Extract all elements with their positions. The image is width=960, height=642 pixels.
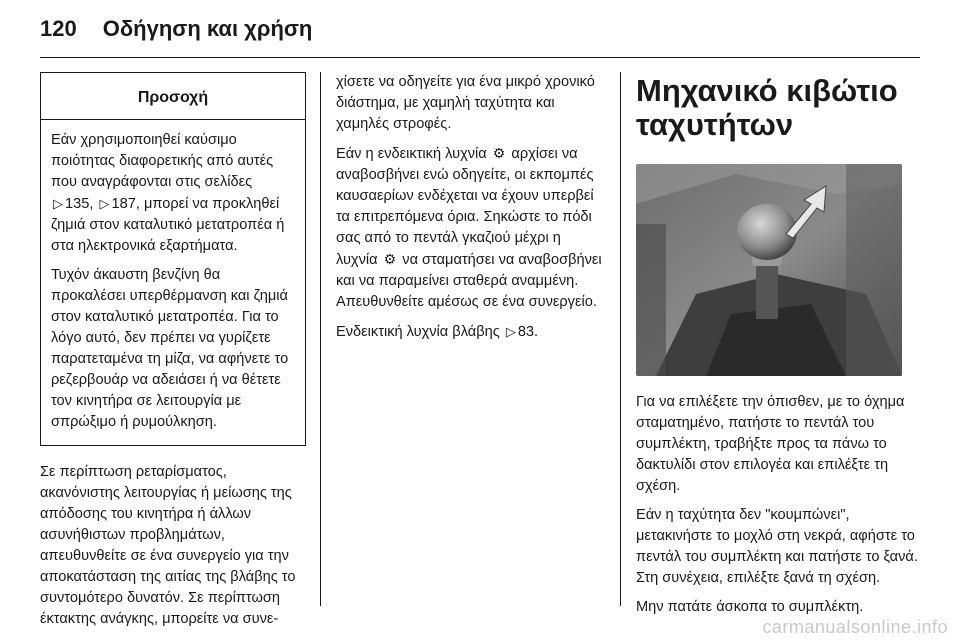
body-paragraph: Εάν η ενδεικτική λυχνία ⚙ αρχίσει να αναβοσβήνει ενώ οδηγείτε, οι εκπομπές καυσαερίων ενδέχεται να έχουν υπερβεί τα επιτρεπόμενα όρια. Σηκώστε το πόδι σας από το πεντάλ γκαζιού μέχρι η λυχνία ⚙ να σταματήσει να αναβοσβήνει και να παραμείνει σταθερά αναμμένη. Απευθυνθείτε αμέσως σε ένα συνεργείο. xyxy=(336,145,602,310)
warning-paragraph-2: Τυχόν άκαυστη βενζίνη θα προκαλέσει υπερθέρμανση και ζημιά στον καταλυτικό μετατροπέα. Για το λόγο αυτό, δεν πρέπει να γυρίζετε παρατεταμένα τη μίζα, να αφήνετε το ρεζερβουάρ να αδειάσει ή να θέτετε τον κινητήρα σε λειτουργία με σπρώξιμο ή ρυμούλκηση. xyxy=(51,267,289,430)
engine-warning-lamp-icon: ⚙ xyxy=(383,251,397,267)
column-1 xyxy=(40,72,306,638)
warning-paragraph-1: Εάν χρησιμοποιηθεί καύσιμο ποιότητας διαφορετικής από αυτές που αναγράφονται στις σελίδες ▷ 135, ▷ 187, μπορεί να προκληθεί ζημιά στον καταλυτικό μετατροπέα ή στα ηλεκτρονικά εξαρτήματα. xyxy=(51,132,285,254)
gear-lever-photo xyxy=(636,164,902,376)
page-number: 120 xyxy=(40,16,77,41)
body-paragraph: Μην πατάτε άσκοπα το συμπλέκτη. xyxy=(636,599,864,615)
section-heading: Μηχανικό κιβώτιο ταχυτήτων xyxy=(636,73,898,142)
body-paragraph: Ενδεικτική λυχνία βλάβης ▷ 83. xyxy=(336,324,539,340)
warning-box xyxy=(40,72,306,446)
page-ref-icon: ▷ xyxy=(53,196,63,211)
column-3 xyxy=(636,72,922,626)
gear-lever-illustration xyxy=(636,164,902,376)
body-paragraph: Σε περίπτωση ρεταρίσματος, ακανόνιστης λειτουργίας ή μείωσης της απόδοσης του κινητήρα ή άλλων ασυνήθιστων προβλημάτων, απευθυνθείτε σε ένα συνεργείο για την αποκατάσταση της αιτίας της βλάβης το συντομότερο δυνατόν. Σε περίπτωση έκτακτης ανάγκης, μπορείτε να συνε- xyxy=(40,464,296,627)
page-ref-icon: ▷ xyxy=(99,196,110,211)
watermark: carmanualsonline.info xyxy=(762,617,948,637)
page-header xyxy=(40,16,312,48)
warning-title: Προσοχή xyxy=(41,73,305,120)
column-2 xyxy=(336,72,606,351)
body-paragraph: Για να επιλέξετε την όπισθεν, με το όχημα σταματημένο, πατήστε το πεντάλ του συμπλέκτη, τραβήξτε προς τα πάνω το δακτυλίδι στον επιλογέα και επιλέξτε τη σχέση. xyxy=(636,394,905,494)
body-paragraph: χίσετε να οδηγείτε για ένα μικρό χρονικό διάστημα, με χαμηλή ταχύτητα και χαμηλές στροφές. xyxy=(336,74,595,132)
page-ref-icon: ▷ xyxy=(505,324,516,339)
engine-warning-lamp-icon: ⚙ xyxy=(492,145,506,161)
header-rule xyxy=(40,57,920,58)
body-paragraph: Εάν η ταχύτητα δεν "κουμπώνει", μετακινήστε το μοχλό στη νεκρά, αφήστε το πεντάλ του συμπλέκτη και πατήστε το ξανά. Στη συνέχεια, επιλέξτε ξανά τη σχέση. xyxy=(636,507,918,586)
column-divider-1 xyxy=(320,72,321,606)
section-title: Οδήγηση και χρήση xyxy=(102,16,313,41)
column-divider-2 xyxy=(620,72,621,606)
